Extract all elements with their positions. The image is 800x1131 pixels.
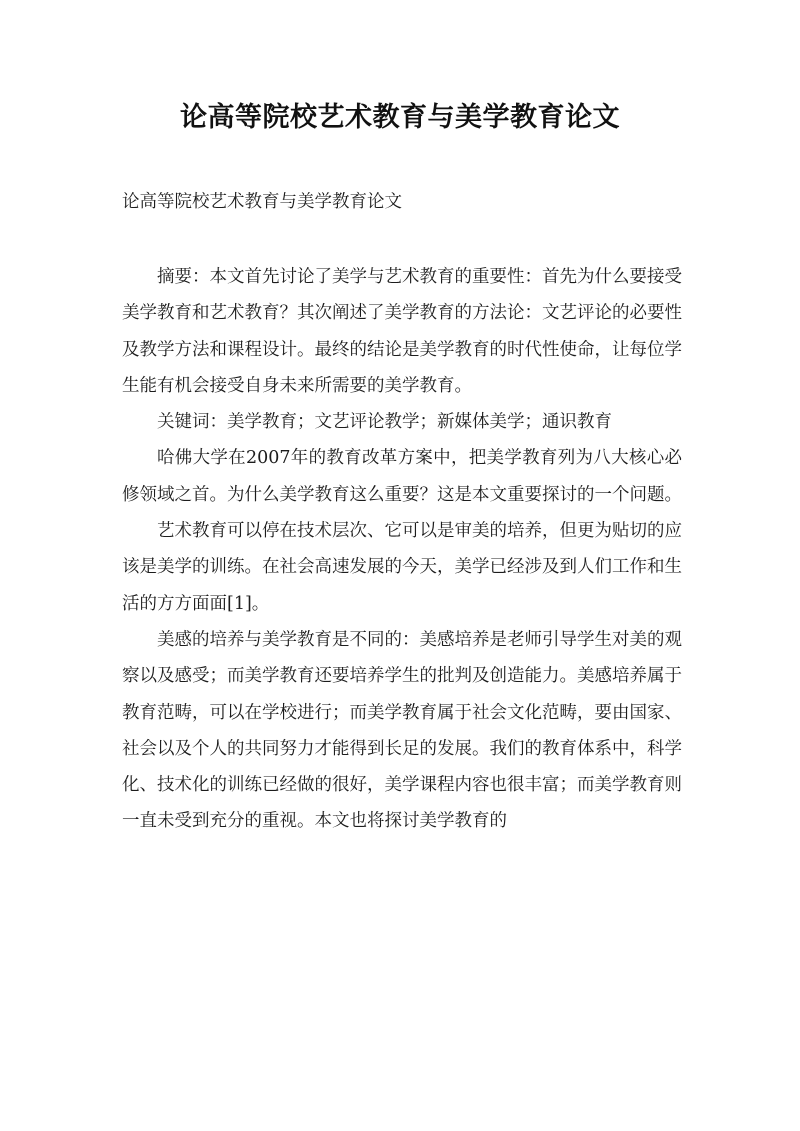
abstract-paragraph: 摘要：本文首先讨论了美学与艺术教育的重要性：首先为什么要接受美学教育和艺术教育？其次阐述了美学教育的方法论：文艺评论的必要性及教学方法和课程设计。最终的结论是美学教育的时代性使命，让每位学生能有机会接受自身未来所需要的美学教育。: [122, 267, 682, 396]
keywords-paragraph: 关键词：美学教育；文艺评论教学；新媒体美学；通识教育: [157, 412, 612, 433]
body-paragraph: 艺术教育可以停在技术层次、它可以是审美的培养，但更为贴切的应该是美学的训练。在社会高速发展的今天，美学已经涉及到人们工作和生活的方方面面[1]。: [122, 521, 682, 614]
page-title: 论高等院校艺术教育与美学教育论文: [180, 102, 620, 133]
body-paragraph: 美感的培养与美学教育是不同的：美感培养是老师引导学生对美的观察以及感受；而美学教育还要培养学生的批判及创造能力。美感培养属于教育范畴，可以在学校进行；而美学教育属于社会文化范畴，要由国家、社会以及个人的共同努力才能得到长足的发展。我们的教育体系中，科学化、技术化的训练已经做的很好，美学课程内容也很丰富；而美学教育则一直未受到充分的重视。本文也将探讨美学教育的: [122, 629, 682, 832]
document-body: [122, 259, 682, 840]
document-subtitle: 论高等院校艺术教育与美学教育论文: [122, 192, 402, 212]
body-paragraph: 哈佛大学在2007年的教育改革方案中，把美学教育列为八大核心必修领域之首。为什么美学教育这么重要？这是本文重要探讨的一个问题。: [122, 448, 682, 505]
